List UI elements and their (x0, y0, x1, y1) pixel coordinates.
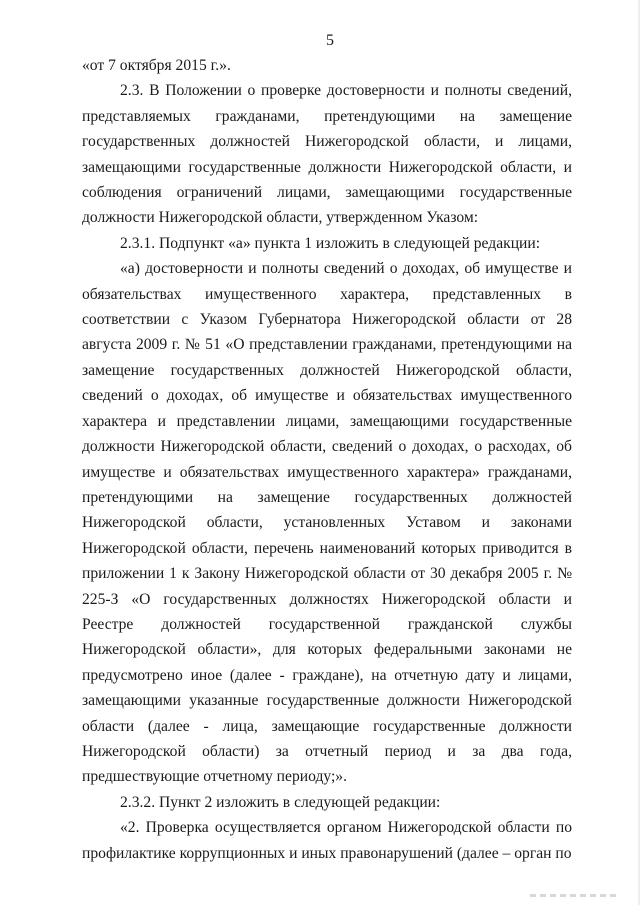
document-body (82, 53, 572, 866)
page-number: 5 (326, 32, 334, 49)
paragraph-2-3-1: 2.3.1. Подпункт «а» пункта 1 изложить в следующей редакции: (120, 234, 541, 252)
paragraph-subitem-a: «а) достоверности и полноты сведений о доходах, об имуществе и обязательствах имущественного характера, представленных в соответствии с Указом Губернатора Нижегородской области от 28 августа 2009 г. № 51 «О представлении гражданами, претендующими на замещение государственных должностей Нижегородской области, сведений о доходах, об имуществе и обязательствах имущественного характера и представлении лицами, замещающими государственные должности Нижегородской области, сведений о доходах, о расходах, об имуществе и обязательствах имущественного характера» гражданами, претендующими на замещение государственных должностей Нижегородской области, установленных Уставом и законами Нижегородской области, перечень наименований которых приводится в приложении 1 к Закону Нижегородской области от 30 декабря 2005 г. № 225-З «О государственных должностях Нижегородской области и Реестре должностей государственной гражданской службы Нижегородской области», для которых федеральными законами не предусмотрено иное (далее - граждане), на отчетную дату и лицами, замещающими указанные государственные должности Нижегородской области (далее - лица, замещающие государственные должности Нижегородской области) за отчетный период и за два года, предшествующие отчетному периоду;». (82, 260, 572, 786)
paragraph-item-2: «2. Проверка осуществляется органом Нижегородской области по профилактике коррупционных и иных правонарушений (далее – орган по (82, 819, 572, 862)
paragraph-2-3: 2.3. В Положении о проверке достоверности и полноты сведений, представляемых гражданами, претендующими на замещение государственных должностей Нижегородской области, и лицами, замещающими государственные должности Нижегородской области, и соблюдения ограничений лицами, замещающими государственные должности Нижегородской области, утвержденном Указом: (82, 82, 572, 227)
scan-artifact (530, 894, 620, 897)
paragraph-continuation: «от 7 октября 2015 г.». (82, 57, 231, 74)
paragraph-2-3-2: 2.3.2. Пункт 2 изложить в следующей редакции: (120, 793, 441, 811)
